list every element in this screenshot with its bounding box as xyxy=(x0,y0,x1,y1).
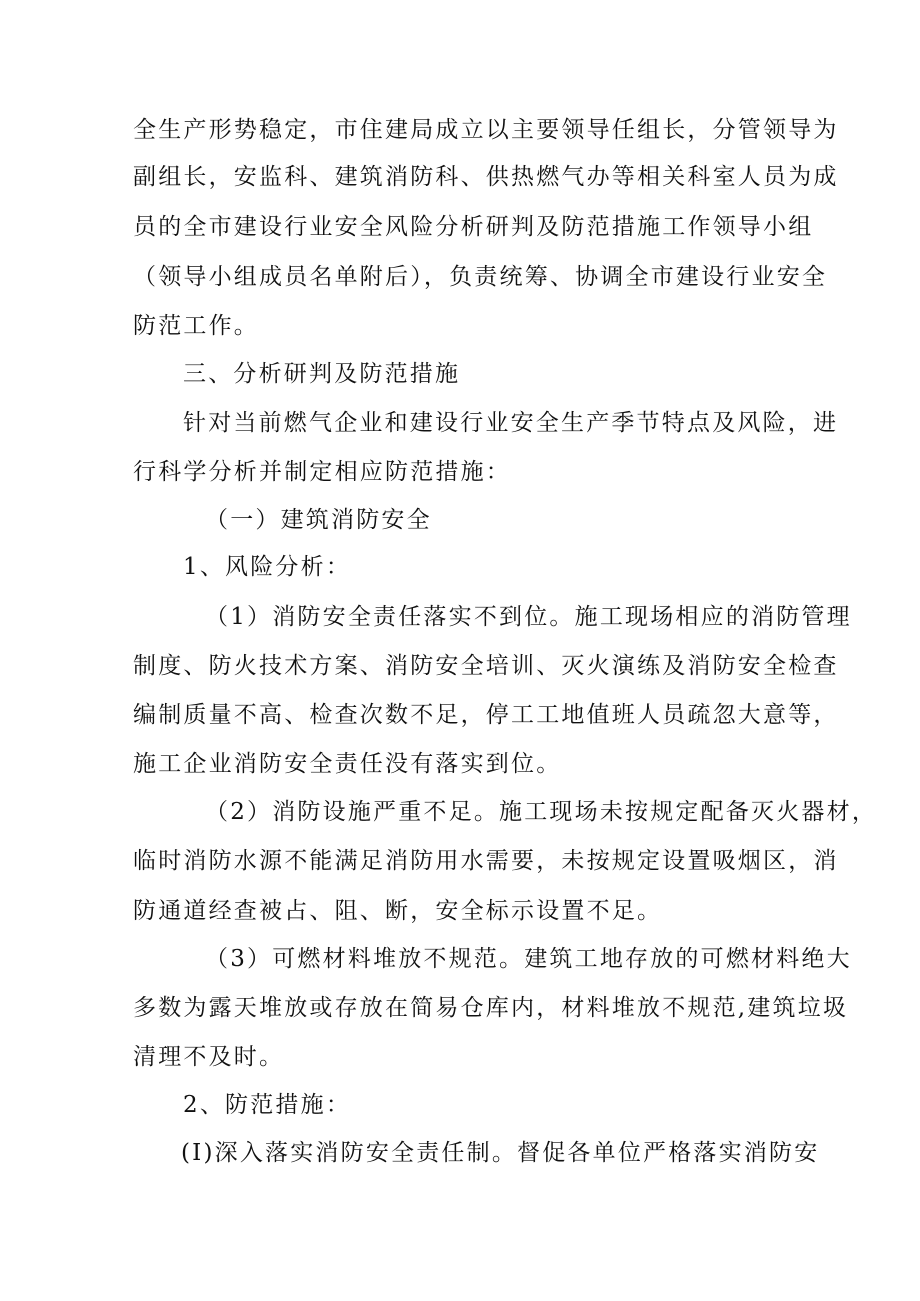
paragraph-line: 行科学分析并制定相应防范措施： xyxy=(133,459,511,485)
list-heading: 2、防范措施： xyxy=(183,1092,352,1118)
paragraph-line: 防通道经查被占、阻、断，安全标示设置不足。 xyxy=(133,898,663,924)
paragraph-line: （1）消防安全责任落实不到位。施工现场相应的消防管理 xyxy=(205,604,852,630)
paragraph-line: 全生产形势稳定，市住建局成立以主要领导任组长，分管领导为 xyxy=(133,117,839,143)
paragraph-line: 多数为露天堆放或存放在简易仓库内，材料堆放不规范,建筑垃圾 xyxy=(133,995,849,1021)
section-heading: 三、分析研判及防范措施 xyxy=(183,361,461,387)
paragraph-line: 防范工作。 xyxy=(133,313,259,339)
paragraph-line: 制度、防火技术方案、消防安全培训、灭火演练及消防安全检查 xyxy=(133,653,839,679)
list-heading: 1、风险分析： xyxy=(183,554,352,580)
paragraph-line: (I)深入落实消防安全责任制。督促各单位严格落实消防安 xyxy=(181,1140,820,1166)
paragraph-line: 清理不及时。 xyxy=(133,1044,285,1070)
paragraph-line: 施工企业消防安全责任没有落实到位。 xyxy=(133,751,562,777)
paragraph-line: 员的全市建设行业安全风险分析研判及防范措施工作领导小组 xyxy=(133,214,814,240)
paragraph-line: （2）消防设施严重不足。施工现场未按规定配备灭火器材， xyxy=(205,799,878,825)
paragraph-line: 临时消防水源不能满足消防用水需要，未按规定设置吸烟区，消 xyxy=(133,848,839,874)
subsection-heading: （一）建筑消防安全 xyxy=(205,507,432,533)
paragraph-line: 针对当前燃气企业和建设行业安全生产季节特点及风险，进 xyxy=(183,410,839,436)
paragraph-line: 副组长，安监科、建筑消防科、供热燃气办等相关科室人员为成 xyxy=(133,164,839,190)
paragraph-line: （领导小组成员名单附后），负责统筹、协调全市建设行业安全 xyxy=(133,264,828,290)
paragraph-line: 编制质量不高、检查次数不足，停工工地值班人员疏忽大意等， xyxy=(133,702,839,728)
paragraph-line: （3）可燃材料堆放不规范。建筑工地存放的可燃材料绝大 xyxy=(205,946,852,972)
